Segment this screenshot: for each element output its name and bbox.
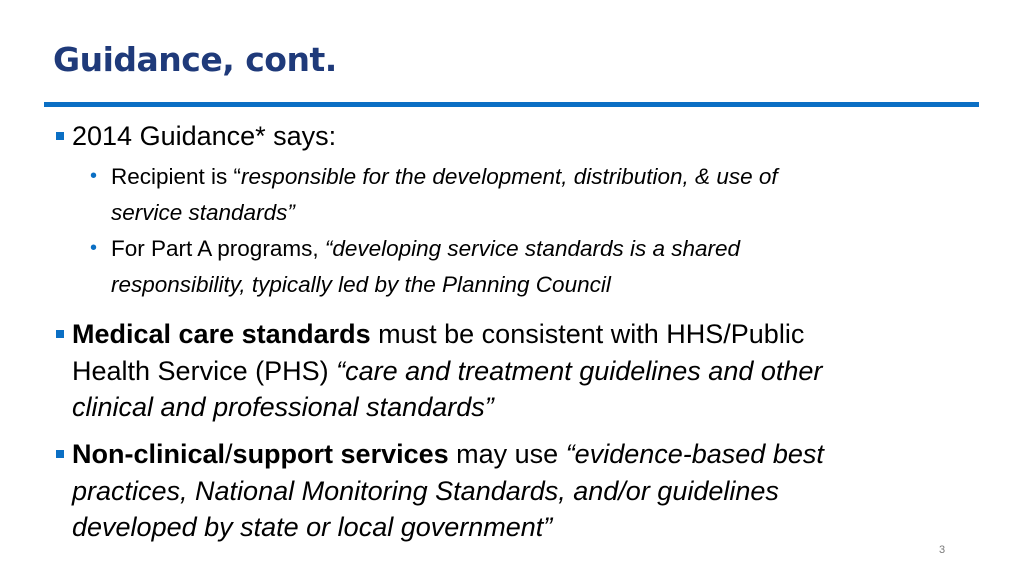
bullet-3-bold-2: support services [232,439,449,469]
square-bullet-icon [56,450,64,458]
dot-bullet-icon: • [90,237,98,259]
bullet-3-line-3: developed by state or local government” [72,512,553,542]
bullet-1-text: 2014 Guidance* says: [72,121,337,151]
square-bullet-icon [56,132,64,140]
sub-bullet-1-line-1 [111,163,778,191]
bullet-3-slash: / [225,439,233,469]
bullet-3-line-2: practices, National Monitoring Standards, and/or guidelines [72,476,779,506]
bullet-2-line-3: clinical and professional standards” [72,392,494,422]
bullet-3-plain: may use [448,439,566,469]
bullet-2-plain: must be consistent with HHS/Public [370,319,805,349]
sub-bullet-1-quote: responsible for the development, distribution, & use of [241,164,778,189]
sub-bullet-1-plain: Recipient is “ [111,164,242,189]
page-number: 3 [939,544,946,556]
square-bullet-icon [56,330,64,338]
bullet-2-plain-2: Health Service (PHS) [72,356,337,386]
bullet-2-line-1 [72,318,804,350]
dot-bullet-icon: • [90,165,98,187]
sub-bullet-1-line-2: service standards” [111,200,295,225]
sub-bullet-2-plain: For Part A programs, [111,236,325,261]
bullet-2-line-2 [72,355,822,387]
bullet-2-bold: Medical care standards [72,319,371,349]
bullet-2-quote: “care and treatment guidelines and other [336,356,823,386]
bullet-3-quote: “evidence-based best [565,439,824,469]
slide-title: Guidance, cont. [53,40,337,79]
sub-bullet-2-line-1 [111,235,740,263]
bullet-3-line-1 [72,438,824,470]
sub-bullet-2-line-2: responsibility, typically led by the Planning Council [111,272,611,297]
bullet-3-bold-1: Non-clinical [72,439,226,469]
sub-bullet-2-quote: “developing service standards is a shared [324,236,741,261]
